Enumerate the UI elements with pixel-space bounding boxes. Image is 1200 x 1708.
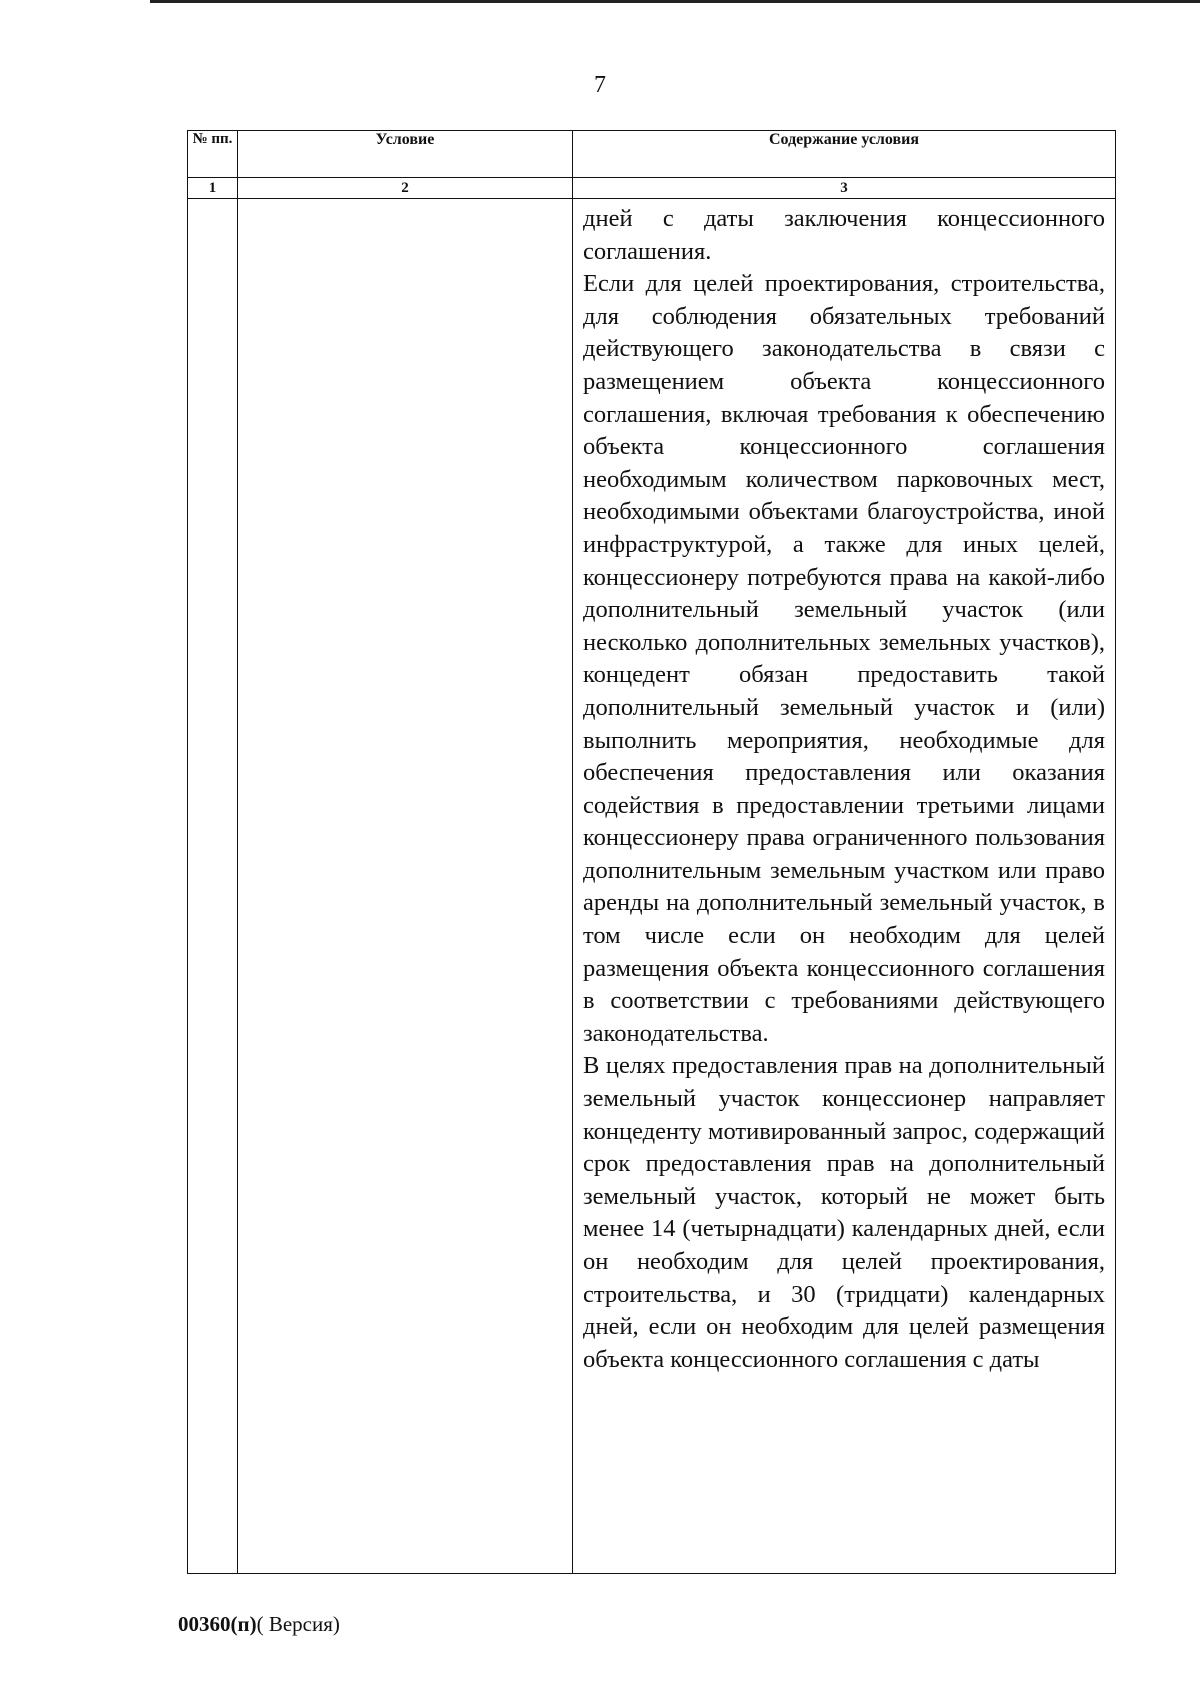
- top-border-line: [150, 0, 1200, 3]
- table-header-row: [188, 131, 1116, 178]
- header-condition: Условие: [238, 131, 573, 178]
- row-content-cell: [573, 199, 1116, 1574]
- header-number: № пп.: [188, 131, 238, 178]
- document-code: 00360(п): [178, 1612, 257, 1636]
- header-condition-content: Содержание условия: [573, 131, 1116, 178]
- table-index-row: [188, 178, 1116, 199]
- document-footer: [178, 1612, 340, 1637]
- content-paragraph-1: дней с даты заключения концессионного соглашения.: [583, 205, 1105, 265]
- table-row: [188, 199, 1116, 1574]
- conditions-table: [187, 130, 1116, 1574]
- row-number-cell: [188, 199, 238, 1574]
- row-condition-cell: [238, 199, 573, 1574]
- document-version: ( Версия): [256, 1612, 340, 1636]
- index-cell-1: 1: [188, 178, 238, 199]
- content-paragraph-2: Если для целей проектирования, строительства, для соблюдения обязательных требований действующего законодательства в связи с размещением объекта концессионного соглашения, включая требования к обеспечению объекта концессионного соглашения необходимым количеством парковочных мест, необходимыми объектами благоустройства, иной инфраструктурой, а также для иных целей, концессионеру потребуются права на какой-либо дополнительный земельный участок (или несколько дополнительных земельных участков), концедент обязан предоставить такой дополнительный земельный участок и (или) выполнить мероприятия, необходимые для обеспечения предоставления или оказания содействия в предоставлении третьими лицами концессионеру права ограниченного пользования дополнительным земельным участком или право аренды на дополнительный земельный участок, в том числе если он необходим для целей размещения объекта концессионного соглашения в соответствии с требованиями действующего законодательства.: [583, 270, 1105, 1047]
- index-cell-3: 3: [573, 178, 1116, 199]
- content-paragraph-3: В целях предоставления прав на дополнительный земельный участок концессионер направляет концеденту мотивированный запрос, содержащий срок предоставления прав на дополнительный земельный участок, который не может быть менее 14 (четырнадцати) календарных дней, если он необходим для целей проектирования, строительства, и 30 (тридцати) календарных дней, если он необходим для целей размещения объекта концессионного соглашения с даты: [583, 1052, 1105, 1373]
- index-cell-2: 2: [238, 178, 573, 199]
- page-number: 7: [594, 72, 606, 98]
